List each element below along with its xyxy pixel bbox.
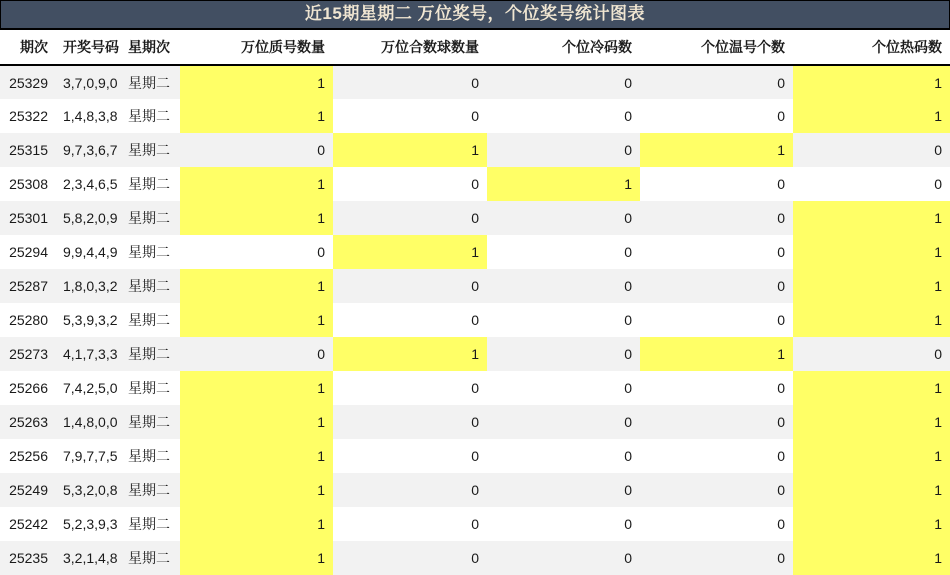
draw-numbers-cell: 2,3,4,6,5 (55, 167, 122, 201)
weekday-cell: 星期二 (122, 99, 180, 133)
draw-numbers-cell: 7,9,7,7,5 (55, 439, 122, 473)
wanwei-prime-count-cell: 0 (180, 337, 333, 371)
gewei-warm-count-cell: 0 (640, 473, 793, 507)
gewei-hot-count-cell: 1 (793, 235, 950, 269)
period-cell: 25242 (0, 507, 55, 541)
gewei-cold-count-cell: 0 (487, 405, 640, 439)
weekday-cell: 星期二 (122, 541, 180, 575)
period-cell: 25263 (0, 405, 55, 439)
gewei-cold-count-cell: 0 (487, 473, 640, 507)
wanwei-composite-count-cell: 0 (333, 439, 487, 473)
gewei-warm-count-cell: 0 (640, 201, 793, 235)
period-cell: 25287 (0, 269, 55, 303)
table-row (0, 133, 950, 167)
draw-numbers-cell: 5,3,2,0,8 (55, 473, 122, 507)
gewei-warm-count-cell: 0 (640, 167, 793, 201)
weekday-cell: 星期二 (122, 235, 180, 269)
weekday-cell: 星期二 (122, 269, 180, 303)
period-cell: 25256 (0, 439, 55, 473)
wanwei-prime-count-cell: 1 (180, 99, 333, 133)
wanwei-prime-count-cell: 1 (180, 541, 333, 575)
weekday-cell: 星期二 (122, 473, 180, 507)
column-header-period: 期次 (0, 30, 55, 65)
wanwei-prime-count-cell: 1 (180, 65, 333, 99)
gewei-hot-count-cell: 1 (793, 201, 950, 235)
wanwei-composite-count-cell: 0 (333, 371, 487, 405)
weekday-cell: 星期二 (122, 167, 180, 201)
table-row (0, 65, 950, 99)
weekday-cell: 星期二 (122, 439, 180, 473)
gewei-cold-count-cell: 0 (487, 235, 640, 269)
wanwei-composite-count-cell: 0 (333, 303, 487, 337)
weekday-cell: 星期二 (122, 303, 180, 337)
wanwei-prime-count-cell: 1 (180, 201, 333, 235)
gewei-hot-count-cell: 1 (793, 473, 950, 507)
period-cell: 25329 (0, 65, 55, 99)
gewei-hot-count-cell: 1 (793, 269, 950, 303)
draw-numbers-cell: 1,4,8,0,0 (55, 405, 122, 439)
gewei-warm-count-cell: 0 (640, 269, 793, 303)
period-cell: 25235 (0, 541, 55, 575)
wanwei-composite-count-cell: 1 (333, 133, 487, 167)
wanwei-composite-count-cell: 0 (333, 405, 487, 439)
gewei-hot-count-cell: 0 (793, 133, 950, 167)
table-row (0, 167, 950, 201)
table-row (0, 235, 950, 269)
gewei-hot-count-cell: 1 (793, 507, 950, 541)
period-cell: 25315 (0, 133, 55, 167)
column-header-gewei-hot-count: 个位热码数 (793, 30, 950, 65)
gewei-cold-count-cell: 0 (487, 439, 640, 473)
gewei-warm-count-cell: 0 (640, 99, 793, 133)
table-body (0, 65, 950, 575)
gewei-hot-count-cell: 0 (793, 167, 950, 201)
draw-numbers-cell: 3,7,0,9,0 (55, 65, 122, 99)
gewei-cold-count-cell: 0 (487, 337, 640, 371)
period-cell: 25280 (0, 303, 55, 337)
gewei-warm-count-cell: 1 (640, 133, 793, 167)
wanwei-prime-count-cell: 0 (180, 235, 333, 269)
column-header-wanwei-composite-count: 万位合数球数量 (333, 30, 487, 65)
wanwei-prime-count-cell: 1 (180, 439, 333, 473)
gewei-hot-count-cell: 1 (793, 405, 950, 439)
column-header-gewei-cold-count: 个位冷码数 (487, 30, 640, 65)
wanwei-composite-count-cell: 1 (333, 337, 487, 371)
wanwei-composite-count-cell: 1 (333, 235, 487, 269)
gewei-hot-count-cell: 1 (793, 439, 950, 473)
column-header-weekday: 星期次 (122, 30, 180, 65)
page-title: 近15期星期二 万位奖号，个位奖号统计图表 (0, 0, 950, 30)
table-row (0, 405, 950, 439)
period-cell: 25273 (0, 337, 55, 371)
gewei-hot-count-cell: 1 (793, 303, 950, 337)
table-row (0, 507, 950, 541)
gewei-warm-count-cell: 0 (640, 405, 793, 439)
gewei-warm-count-cell: 0 (640, 65, 793, 99)
gewei-cold-count-cell: 0 (487, 201, 640, 235)
gewei-warm-count-cell: 0 (640, 541, 793, 575)
period-cell: 25249 (0, 473, 55, 507)
period-cell: 25301 (0, 201, 55, 235)
draw-numbers-cell: 9,7,3,6,7 (55, 133, 122, 167)
wanwei-prime-count-cell: 1 (180, 405, 333, 439)
gewei-hot-count-cell: 1 (793, 541, 950, 575)
wanwei-composite-count-cell: 0 (333, 99, 487, 133)
wanwei-prime-count-cell: 1 (180, 473, 333, 507)
weekday-cell: 星期二 (122, 133, 180, 167)
draw-numbers-cell: 4,1,7,3,3 (55, 337, 122, 371)
period-cell: 25294 (0, 235, 55, 269)
wanwei-composite-count-cell: 0 (333, 65, 487, 99)
gewei-hot-count-cell: 0 (793, 337, 950, 371)
gewei-cold-count-cell: 0 (487, 99, 640, 133)
gewei-cold-count-cell: 0 (487, 541, 640, 575)
draw-numbers-cell: 1,4,8,3,8 (55, 99, 122, 133)
table-row (0, 473, 950, 507)
column-header-gewei-warm-count: 个位温号个数 (640, 30, 793, 65)
draw-numbers-cell: 5,2,3,9,3 (55, 507, 122, 541)
gewei-cold-count-cell: 1 (487, 167, 640, 201)
draw-numbers-cell: 3,2,1,4,8 (55, 541, 122, 575)
draw-numbers-cell: 5,8,2,0,9 (55, 201, 122, 235)
wanwei-prime-count-cell: 1 (180, 303, 333, 337)
gewei-warm-count-cell: 0 (640, 439, 793, 473)
stats-table (0, 30, 950, 575)
gewei-warm-count-cell: 0 (640, 371, 793, 405)
draw-numbers-cell: 5,3,9,3,2 (55, 303, 122, 337)
table-row (0, 371, 950, 405)
table-row (0, 99, 950, 133)
gewei-warm-count-cell: 0 (640, 303, 793, 337)
header-row (0, 30, 950, 65)
wanwei-prime-count-cell: 1 (180, 371, 333, 405)
wanwei-composite-count-cell: 0 (333, 167, 487, 201)
table-row (0, 439, 950, 473)
wanwei-prime-count-cell: 1 (180, 269, 333, 303)
wanwei-composite-count-cell: 0 (333, 473, 487, 507)
wanwei-composite-count-cell: 0 (333, 201, 487, 235)
weekday-cell: 星期二 (122, 201, 180, 235)
weekday-cell: 星期二 (122, 507, 180, 541)
weekday-cell: 星期二 (122, 337, 180, 371)
table-row (0, 541, 950, 575)
gewei-hot-count-cell: 1 (793, 371, 950, 405)
gewei-warm-count-cell: 0 (640, 235, 793, 269)
table-row (0, 337, 950, 371)
gewei-cold-count-cell: 0 (487, 371, 640, 405)
draw-numbers-cell: 1,8,0,3,2 (55, 269, 122, 303)
table-row (0, 303, 950, 337)
weekday-cell: 星期二 (122, 371, 180, 405)
wanwei-composite-count-cell: 0 (333, 269, 487, 303)
weekday-cell: 星期二 (122, 405, 180, 439)
wanwei-composite-count-cell: 0 (333, 541, 487, 575)
gewei-cold-count-cell: 0 (487, 133, 640, 167)
gewei-hot-count-cell: 1 (793, 65, 950, 99)
wanwei-composite-count-cell: 0 (333, 507, 487, 541)
period-cell: 25322 (0, 99, 55, 133)
period-cell: 25266 (0, 371, 55, 405)
wanwei-prime-count-cell: 0 (180, 133, 333, 167)
gewei-cold-count-cell: 0 (487, 269, 640, 303)
period-cell: 25308 (0, 167, 55, 201)
column-header-wanwei-prime-count: 万位质号数量 (180, 30, 333, 65)
column-header-draw-numbers: 开奖号码 (55, 30, 122, 65)
gewei-cold-count-cell: 0 (487, 303, 640, 337)
wanwei-prime-count-cell: 1 (180, 507, 333, 541)
gewei-warm-count-cell: 0 (640, 507, 793, 541)
gewei-hot-count-cell: 1 (793, 99, 950, 133)
weekday-cell: 星期二 (122, 65, 180, 99)
table-row (0, 269, 950, 303)
gewei-warm-count-cell: 1 (640, 337, 793, 371)
draw-numbers-cell: 7,4,2,5,0 (55, 371, 122, 405)
wanwei-prime-count-cell: 1 (180, 167, 333, 201)
gewei-cold-count-cell: 0 (487, 507, 640, 541)
gewei-cold-count-cell: 0 (487, 65, 640, 99)
draw-numbers-cell: 9,9,4,4,9 (55, 235, 122, 269)
table-row (0, 201, 950, 235)
